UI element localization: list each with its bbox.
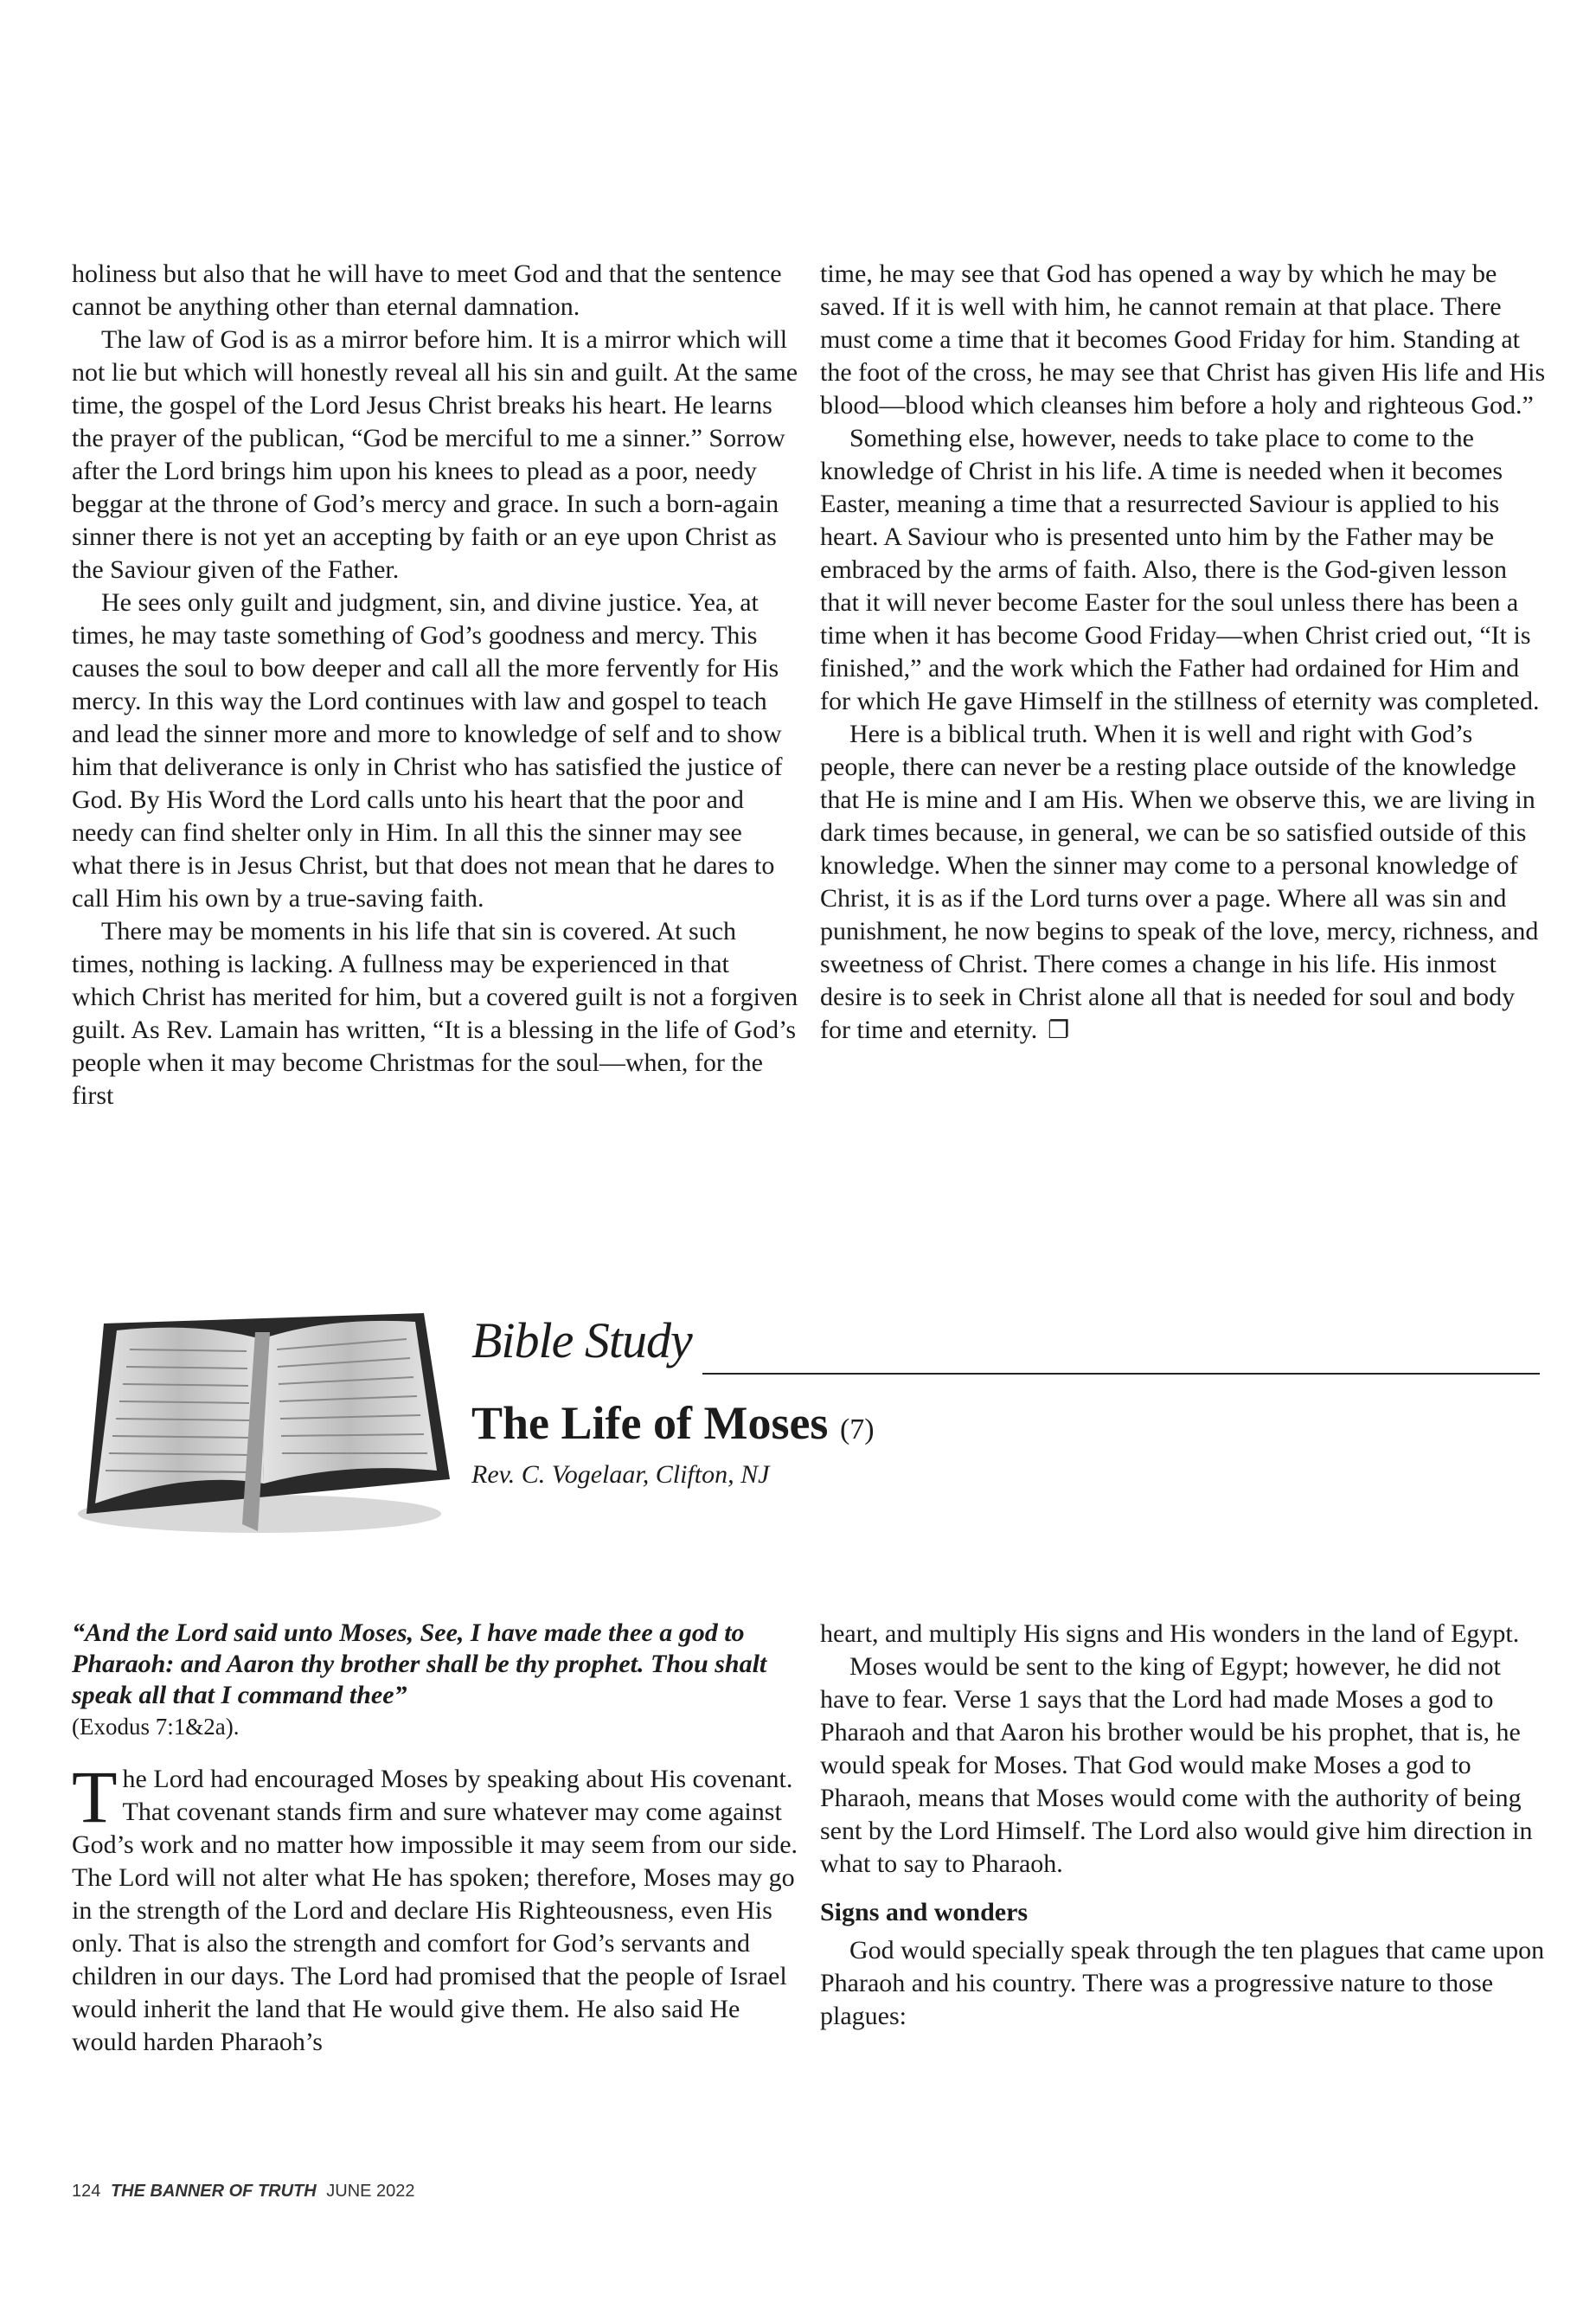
magazine-name: THE BANNER OF TRUTH (110, 2182, 317, 2201)
article-author: Rev. C. Vogelaar, Clifton, NJ (471, 1460, 770, 1489)
paragraph-text: Here is a biblical truth. When it is well and right with God’s people, there can never be a resting place outside of the knowledge that He is mine and I am His. When we observe this, we are living in dark times because, in general, we can be so satisfied outside of this knowledge. When the sinner may come to a personal knowledge of Christ, it is as if the Lord turns over a page. Where all was sin and punishment, he now begins to speak of the love, mercy, richness, and sweetness of Christ. There comes a change in his life. His inmost desire is to seek in Christ alone all that is needed for soul and body for time and eternity. (820, 720, 1539, 1044)
bottom-right-column (820, 1618, 1547, 2033)
paragraph: Something else, however, needs to take place to come to the knowledge of Christ in his life. A time is needed when it becomes Easter, meaning a time that a resurrected Saviour is applied to his heart. A Saviour who is presented unto him by the Father may be embraced by the arms of faith. Also, there is the God-given lesson that it will never become Easter for the soul unless there has been a time when it has become Good Friday—when Christ cried out, “It is finished,” and the work which the Father had ordained for Him and for which He gave Himself in the stillness of eternity was completed. (820, 424, 1540, 715)
issue-date: JUNE 2022 (326, 2182, 415, 2201)
paragraph (72, 1755, 798, 2059)
section-label: Bible Study (471, 1312, 692, 1368)
paragraph: The law of God is as a mirror before him. It is a mirror which will not lie but which will honestly reveal all his sin and guilt. At the same time, the gospel of the Lord Jesus Christ breaks his heart. He learns the prayer of the publican, “God be merciful to me a sinner.” Sorrow after the Lord brings him upon his knees to plead as a poor, needy beggar at the throne of God’s mercy and grace. In such a born-again sinner there is not yet an accepting by faith or an eye upon Christ as the Saviour given of the Father. (72, 325, 798, 584)
section-rule (702, 1373, 1540, 1375)
paragraph: holiness but also that he will have to meet God and that the sentence cannot be anything other than eternal damnation. (72, 260, 782, 321)
page-number: 124 (72, 2182, 101, 2201)
paragraph: time, he may see that God has opened a way by which he may be saved. If it is well with him, he cannot remain at that place. There must come a time that it becomes Good Friday for him. Standing at the foot of the cross, he may see that Christ has given His life and His blood—blood which cleanses him before a holy and righteous God.” (820, 260, 1546, 420)
subheading: Signs and wonders (820, 1898, 1029, 1926)
paragraph: heart, and multiply His signs and His wonders in the land of Egypt. (820, 1619, 1520, 1648)
title-part-number: (7) (839, 1413, 875, 1445)
drop-cap: T (72, 1755, 118, 1838)
title-text: The Life of Moses (471, 1397, 829, 1449)
top-right-column (820, 258, 1547, 1047)
paragraph-text: he Lord had encouraged Moses by speaking about His covenant. That covenant stands firm and sure whatever may come against God’s work and no matter how impossible it may seem from our side. The Lord will not alter what He has spoken; therefore, Moses may go in the strength of the Lord and declare His Righteousness, even His only. That is also the strength and comfort for God’s servants and children in our days. The Lord had promised that the people of Israel would inherit the land that He would give them. He also said He would harden Pharaoh’s (72, 1765, 798, 2056)
end-of-article-icon: ❐ (1048, 1016, 1070, 1044)
paragraph (820, 718, 1547, 1047)
top-left-column (72, 258, 798, 1112)
open-bible-icon (69, 1298, 458, 1557)
epigraph: “And the Lord said unto Moses, See, I have made thee a god to Pharaoh: and Aaron thy brother shall be thy prophet. Thou shalt speak all that I command thee” (72, 1618, 767, 1709)
paragraph: Moses would be sent to the king of Egypt; however, he did not have to fear. Verse 1 says that the Lord had made Moses a god to Pharaoh and that Aaron his brother would be his prophet, that is, he would speak for Moses. That God would make Moses a god to Pharaoh, means that Moses would come with the authority of being sent by the Lord Himself. The Lord also would give him direction in what to say to Pharaoh. (820, 1652, 1533, 1878)
paragraph: There may be moments in his life that sin is covered. At such times, nothing is lacking. A fullness may be experienced in that which Christ has merited for him, but a covered guilt is not a forgiven guilt. As Rev. Lamain has written, “It is a blessing in the life of God’s people when it may become Christmas for the soul—when, for the first (72, 917, 798, 1110)
page-footer (72, 2180, 415, 2202)
article-title (471, 1394, 875, 1458)
paragraph: He sees only guilt and judgment, sin, and divine justice. Yea, at times, he may taste something of God’s goodness and mercy. This causes the soul to bow deeper and call all the more fervently for His mercy. In this way the Lord continues with law and gospel to teach and lead the sinner more and more to knowledge of self and to show him that deliverance is only in Christ who has satisfied the justice of God. By His Word the Lord calls unto his heart that the poor and needy can find shelter only in Him. In all this the sinner may see what there is in Jesus Christ, but that does not mean that he dares to call Him his own by a true-saving faith. (72, 588, 783, 913)
bottom-left-column (72, 1618, 798, 2059)
paragraph: God would specially speak through the ten plagues that came upon Pharaoh and his country. There was a progressive nature to those plagues: (820, 1936, 1545, 2030)
epigraph-reference: (Exodus 7:1&2a). (72, 1714, 240, 1740)
